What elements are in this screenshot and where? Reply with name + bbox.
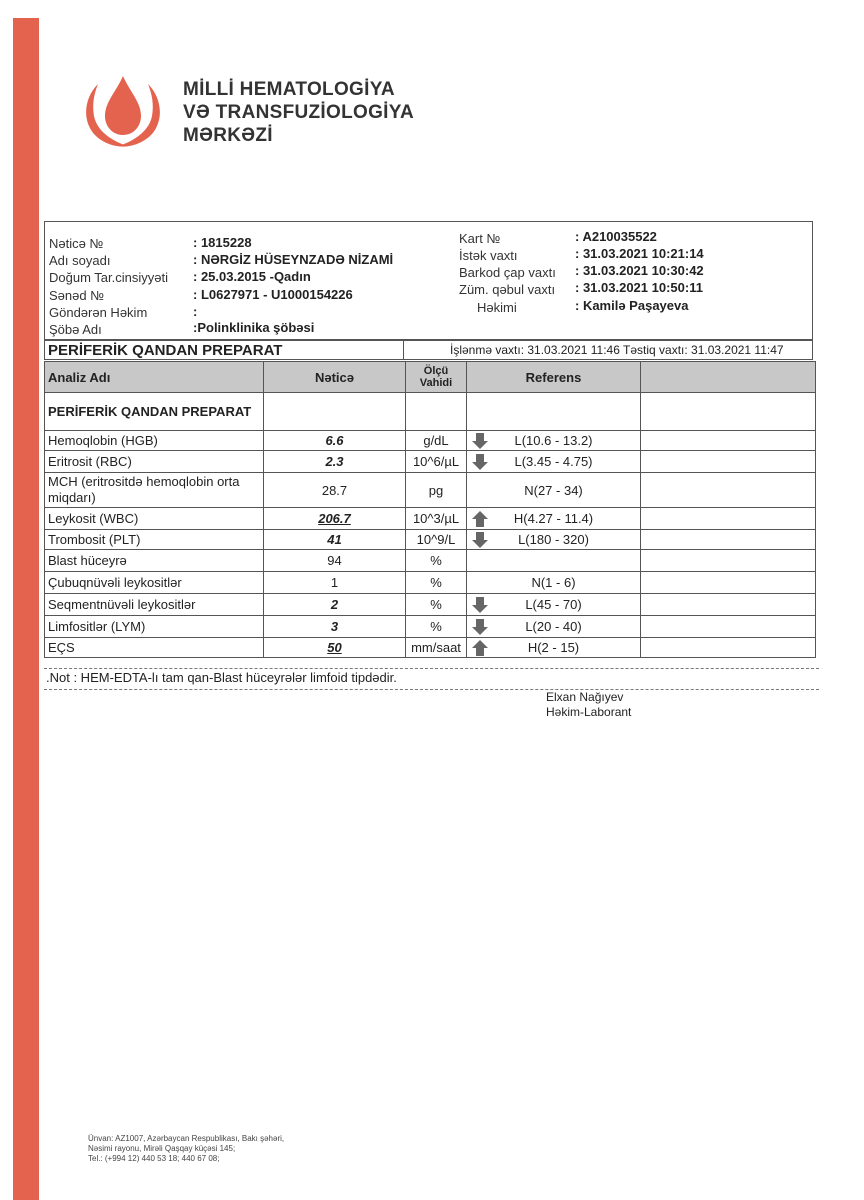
signature-name: Elxan Nağıyev bbox=[546, 690, 624, 704]
result-value: 6.6 bbox=[264, 431, 406, 451]
unit: 10^3/µL bbox=[406, 508, 467, 530]
result-value: 2.3 bbox=[264, 451, 406, 473]
table-row bbox=[45, 508, 816, 530]
reference-range: L(180 - 320) bbox=[518, 532, 589, 547]
analysis-name: Seqmentnüvəli leykositlər bbox=[45, 594, 264, 616]
unit: % bbox=[406, 550, 467, 572]
result-value: 50 bbox=[264, 638, 406, 658]
card-no-label: Kart № bbox=[459, 231, 501, 246]
analysis-name: MCH (eritrositdə hemoqlobin orta miqdarı) bbox=[45, 473, 264, 508]
result-value: 206.7 bbox=[264, 508, 406, 530]
unit: % bbox=[406, 616, 467, 638]
table-row bbox=[45, 431, 816, 451]
processing-times: İşlənmə vaxtı: 31.03.2021 11:46 Təstiq vaxtı: 31.03.2021 11:47 bbox=[404, 339, 813, 360]
result-no: : 1815228 bbox=[193, 235, 252, 250]
unit: g/dL bbox=[406, 431, 467, 451]
group-row bbox=[45, 393, 816, 431]
sample-time: : 31.03.2021 10:50:11 bbox=[575, 280, 703, 295]
header-result: Nəticə bbox=[264, 362, 406, 393]
up-arrow-icon bbox=[472, 511, 488, 527]
analysis-name: Çubuqnüvəli leykositlər bbox=[45, 572, 264, 594]
table-row bbox=[45, 530, 816, 550]
reference-range: N(1 - 6) bbox=[531, 575, 576, 590]
birth-value: : 25.03.2015 -Qadın bbox=[193, 269, 311, 284]
reference-range: H(2 - 15) bbox=[527, 640, 580, 655]
red-side-bar bbox=[13, 18, 39, 1200]
request-time: : 31.03.2021 10:21:14 bbox=[575, 246, 704, 261]
analysis-name: Limfositlər (LYM) bbox=[45, 616, 264, 638]
down-arrow-icon bbox=[472, 597, 488, 613]
reference-range: L(20 - 40) bbox=[525, 619, 582, 634]
doc-value: : L0627971 - U1000154226 bbox=[193, 287, 353, 302]
table-row bbox=[45, 451, 816, 473]
physician-name: : Kamilə Paşayeva bbox=[575, 298, 689, 313]
up-arrow-icon bbox=[472, 640, 488, 656]
analysis-name: Hemoqlobin (HGB) bbox=[45, 431, 264, 451]
down-arrow-icon bbox=[472, 454, 488, 470]
divider-bottom bbox=[44, 689, 819, 690]
patient-name-label: Adı soyadı bbox=[49, 253, 111, 268]
organization-name: MİLLİ HEMATOLOGİYA VƏ TRANSFUZİOLOGİYA MƏRKƏZİ bbox=[183, 79, 414, 146]
sample-time-label: Züm. qəbul vaxtı bbox=[459, 282, 556, 297]
reference-range: H(4.27 - 11.4) bbox=[513, 511, 594, 526]
down-arrow-icon bbox=[472, 532, 488, 548]
reference-range: L(10.6 - 13.2) bbox=[514, 433, 593, 448]
result-value: 41 bbox=[264, 530, 406, 550]
blood-drop-logo-icon bbox=[80, 72, 166, 150]
header-unit: Ölçü Vahidi bbox=[406, 362, 467, 393]
reference-range: N(27 - 34) bbox=[524, 482, 583, 498]
unit: 10^9/L bbox=[406, 530, 467, 550]
patient-info-box bbox=[44, 221, 813, 341]
table-header-row bbox=[45, 362, 816, 393]
table-row bbox=[45, 473, 816, 508]
group-title: PERİFERİK QANDAN PREPARAT bbox=[45, 393, 264, 431]
result-value: 94 bbox=[264, 550, 406, 572]
reference-range: L(3.45 - 4.75) bbox=[514, 454, 593, 469]
physician-label: Həkimi bbox=[477, 300, 517, 315]
department-value: :Polinklinika şöbəsi bbox=[193, 320, 315, 335]
table-row bbox=[45, 572, 816, 594]
request-time-label: İstək vaxtı bbox=[459, 248, 518, 263]
table-row bbox=[45, 550, 816, 572]
result-value: 2 bbox=[264, 594, 406, 616]
unit: 10^6/µL bbox=[406, 451, 467, 473]
department-label: Şöbə Adı bbox=[49, 322, 102, 337]
down-arrow-icon bbox=[472, 433, 488, 449]
analysis-name: Eritrosit (RBC) bbox=[45, 451, 264, 473]
header-reference: Referens bbox=[467, 362, 641, 393]
referring-doctor: : bbox=[193, 304, 198, 319]
unit: % bbox=[406, 594, 467, 616]
table-row bbox=[45, 594, 816, 616]
analysis-name: EÇS bbox=[45, 638, 264, 658]
section-title: PERİFERİK QANDAN PREPARAT bbox=[44, 339, 404, 360]
header-blank bbox=[641, 362, 816, 393]
barcode-time-label: Barkod çap vaxtı bbox=[459, 265, 556, 280]
result-value: 3 bbox=[264, 616, 406, 638]
unit: mm/saat bbox=[406, 638, 467, 658]
reference-range: L(45 - 70) bbox=[525, 597, 582, 612]
result-value: 28.7 bbox=[264, 473, 406, 508]
result-value: 1 bbox=[264, 572, 406, 594]
patient-name: : NƏRGİZ HÜSEYNZADƏ NİZAMİ bbox=[193, 252, 394, 267]
card-no: : A210035522 bbox=[575, 229, 657, 244]
result-no-label: Nəticə № bbox=[49, 236, 104, 251]
analysis-name: Trombosit (PLT) bbox=[45, 530, 264, 550]
signature-block bbox=[546, 690, 631, 720]
birth-label: Doğum Tar.cinsiyyəti bbox=[49, 270, 168, 285]
divider-top bbox=[44, 668, 819, 669]
note-text: .Not : HEM-EDTA-lı tam qan-Blast hüceyrələr limfoid tipdədir. bbox=[46, 670, 397, 685]
unit: % bbox=[406, 572, 467, 594]
analysis-name: Leykosit (WBC) bbox=[45, 508, 264, 530]
results-table bbox=[44, 361, 816, 658]
analysis-name: Blast hüceyrə bbox=[45, 550, 264, 572]
footer-address: Ünvan: AZ1007, Azərbaycan Respublikası, Bakı şəhəri, Nəsimi rayonu, Mirəli Qaşqay küçəsi 145; Tel.: (+994 12) 440 53 18; 440 67 08; bbox=[88, 1134, 285, 1163]
barcode-time: : 31.03.2021 10:30:42 bbox=[575, 263, 704, 278]
down-arrow-icon bbox=[472, 619, 488, 635]
doc-label: Sənəd № bbox=[49, 288, 105, 303]
signature-title: Həkim-Laborant bbox=[546, 705, 632, 719]
unit: pg bbox=[406, 473, 467, 508]
header-analysis-name: Analiz Adı bbox=[45, 362, 264, 393]
table-row bbox=[45, 638, 816, 658]
table-row bbox=[45, 616, 816, 638]
referring-doctor-label: Göndərən Həkim bbox=[49, 305, 148, 320]
